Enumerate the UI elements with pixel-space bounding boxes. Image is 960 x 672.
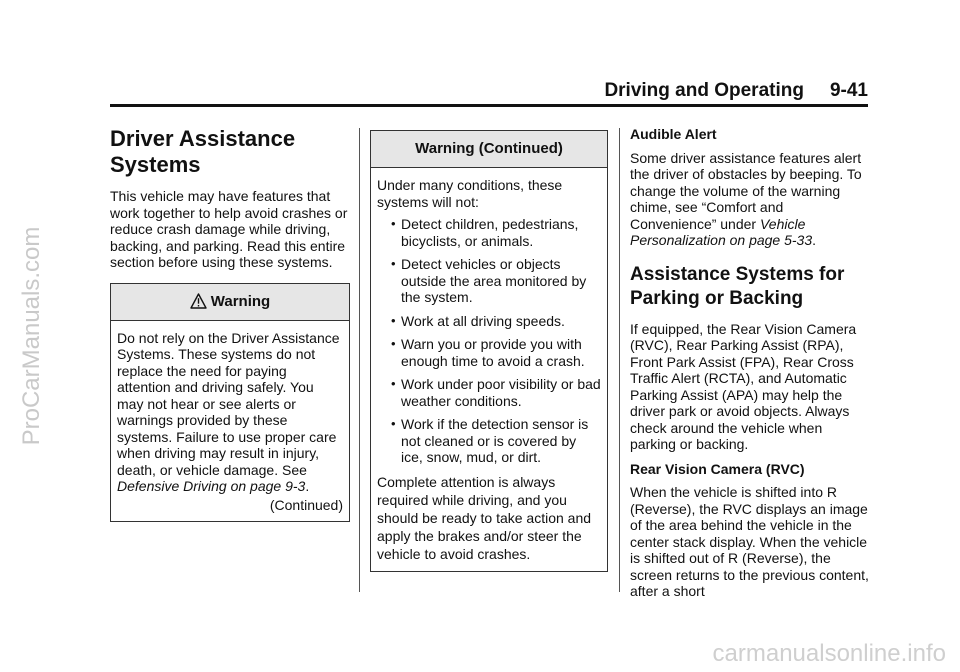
column-3 (630, 126, 870, 608)
limitations-list (377, 216, 601, 466)
column-1 (110, 126, 350, 522)
column-divider-2 (619, 128, 620, 592)
rvc-heading: Rear Vision Camera (RVC) (630, 460, 805, 477)
warning-title-text: Warning (210, 292, 271, 310)
warning-continued-body (371, 168, 607, 571)
column-divider-1 (359, 128, 360, 592)
page-header (110, 80, 868, 102)
warning-box (110, 283, 350, 523)
warning-text: Do not rely on the Driver Assistance Systems. These systems do not replace the need for paying attention and driving safely. You may not hear or see alerts or warnings provided by these systems. Failure to use proper care when driving may result in injury, death, or vehicle damage. See Defensive Driving on page 9-3. (117, 329, 340, 494)
bottom-watermark: carmanualsonline.info (712, 640, 946, 667)
audible-alert-reference: Vehicle Personalization on page 5-33 (630, 215, 813, 248)
list-item: • Work if the detection sensor is not cleaned or is covered by ice, snow, mud, or dirt. (391, 416, 601, 466)
warning-continued-title: Warning (Continued) (371, 131, 607, 168)
section-title-driver-assistance: Driver Assistance Systems (110, 126, 296, 177)
header-section-title: Driving and Operating (604, 80, 804, 101)
warning-reference: Defensive Driving on page 9-3 (117, 478, 306, 494)
warning-continued-box (370, 130, 608, 572)
intro-paragraph: This vehicle may have features that work together to help avoid crashes or reduce crash damage while driving, backing, and parking. Read this entire section before using these systems. (110, 188, 348, 270)
warning-lead: Under many conditions, these systems will not: (377, 177, 563, 210)
list-item: • Detect vehicles or objects outside the area monitored by the system. (391, 256, 601, 306)
warning-title (111, 284, 349, 321)
audible-alert-paragraph: Some driver assistance features alert the driver of obstacles by beeping. To change the volume of the warning chime, see “Comfort and Convenience” under Vehicle Personalization on page 5-33. (630, 149, 862, 248)
parking-systems-paragraph: If equipped, the Rear Vision Camera (RVC), Rear Parking Assist (RPA), Front Park Assist (FPA), Rear Cross Traffic Alert (RCTA), and Automatic Parking Assist (APA) may help the driver park or avoid objects. Always check around the vehicle when parking or backing. (630, 320, 857, 452)
list-item: • Detect children, pedestrians, bicyclists, or animals. (391, 216, 601, 249)
audible-alert-heading: Audible Alert (630, 126, 717, 142)
header-rule (110, 104, 868, 107)
rvc-paragraph: When the vehicle is shifted into R (Reverse), the RVC displays an image of the area behind the vehicle in the center stack display. When the vehicle is shifted out of R (Reverse), the screen returns to the previous content, after a short (630, 484, 869, 599)
list-item: • Warn you or provide you with enough time to avoid a crash. (391, 336, 601, 369)
warning-triangle-icon (190, 293, 207, 309)
warning-body (111, 321, 349, 522)
side-watermark: ProCarManuals.com (18, 226, 45, 446)
section-title-parking-backing: Assistance Systems for Parking or Backing (630, 263, 845, 309)
warning-closing: Complete attention is always required while driving, and you should be ready to take action and apply the brakes and/or steer the vehicle to avoid crashes. (377, 473, 592, 562)
continued-label: (Continued) (269, 496, 343, 513)
header-page-number: 9-41 (829, 80, 868, 101)
column-2 (370, 130, 608, 572)
list-item: • Work at all driving speeds. (391, 313, 601, 330)
list-item: • Work under poor visibility or bad weather conditions. (391, 376, 601, 409)
